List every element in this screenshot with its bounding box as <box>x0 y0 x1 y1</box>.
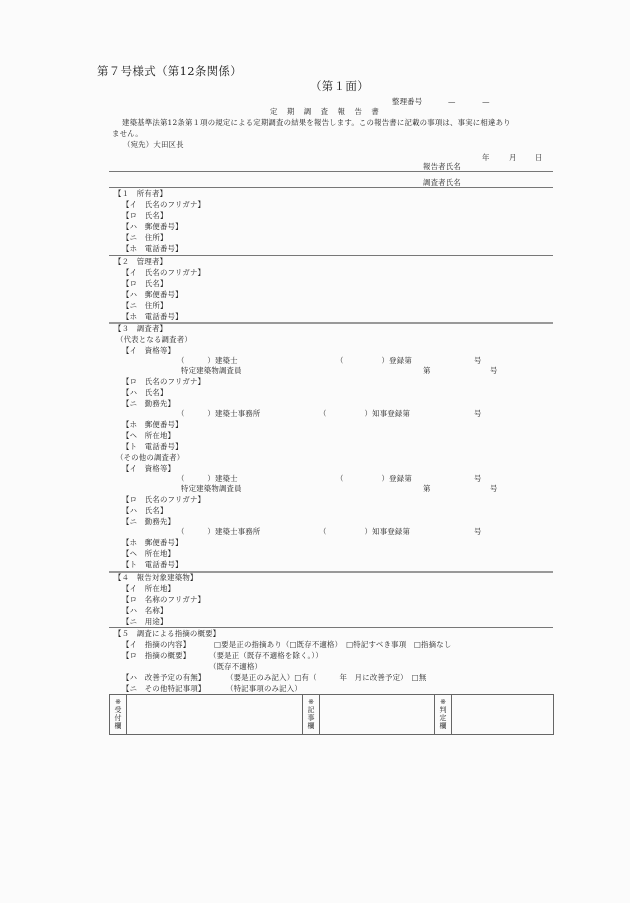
rep-furigana-field: 【ロ 氏名のフリガナ】 <box>122 377 206 386</box>
other-governor-registration: （ ）知事登録第 <box>319 527 411 536</box>
other-notes-label: 【ニ その他特記事項】 <box>122 684 206 693</box>
divider <box>109 187 553 188</box>
rep-name-field: 【ハ 氏名】 <box>122 388 168 397</box>
other-furigana-field: 【ロ 氏名のフリガナ】 <box>122 495 206 504</box>
rep-location-field: 【ヘ 所在地】 <box>122 431 176 440</box>
label-char: 欄 <box>307 722 315 730</box>
owner-postal-field: 【ハ 郵便番号】 <box>122 222 183 231</box>
note-mark: ※ <box>308 698 314 706</box>
building-use-field: 【ニ 用途】 <box>122 617 168 626</box>
label-char: 欄 <box>439 722 447 730</box>
building-name-field: 【ハ 名称】 <box>122 606 168 615</box>
label-char: 判 <box>439 706 447 714</box>
section-owner-heading: 【１ 所有者】 <box>114 189 168 198</box>
investigator-name-label: 調査者氏名 <box>423 178 461 187</box>
owner-name-field: 【ロ 氏名】 <box>122 211 168 220</box>
label-char: 記 <box>307 706 315 714</box>
owner-phone-field: 【ホ 電話番号】 <box>122 244 183 253</box>
manager-address-field: 【ニ 住所】 <box>122 301 168 310</box>
other-location-field: 【ヘ 所在地】 <box>122 549 176 558</box>
improvement-plan-options[interactable]: （要是正のみ記入）□有（ 年 月に改善予定） □無 <box>226 673 427 682</box>
representative-investigator-label: （代表となる調査者） <box>116 335 192 344</box>
manager-name-field: 【ロ 氏名】 <box>122 279 168 288</box>
other-special-inspector: 特定建築物調査員 <box>181 484 242 493</box>
other-phone-field: 【ト 電話番号】 <box>122 560 183 569</box>
rep-qualification-field: 【イ 資格等】 <box>122 346 176 355</box>
rep-inspector-go: 号 <box>490 366 498 375</box>
other-registration: （ ）登録第 <box>336 474 412 483</box>
other-qualification-field: 【イ 資格等】 <box>122 464 176 473</box>
findings-summary-label: 【ロ 指摘の概要】 <box>122 651 191 660</box>
reception-column-label <box>110 695 127 734</box>
notes-column-label <box>303 695 320 734</box>
divider <box>109 627 553 628</box>
other-inspector-dai: 第 <box>423 484 431 493</box>
ref-number-value[interactable]: — — <box>448 97 494 106</box>
date-day-label: 日 <box>535 153 543 162</box>
document-title: 定期調査報告書 <box>270 107 389 116</box>
building-furigana-field: 【ロ 名称のフリガナ】 <box>122 595 206 604</box>
rep-special-inspector: 特定建築物調査員 <box>181 366 242 375</box>
section-manager-heading: 【２ 管理者】 <box>114 257 168 266</box>
page-label: （第１面） <box>310 79 369 93</box>
label-char: 受 <box>114 706 122 714</box>
other-registration-go: 号 <box>474 474 482 483</box>
rep-architect-class: （ ）建築士 <box>177 356 238 365</box>
other-workplace-field: 【ニ 勤務先】 <box>122 517 176 526</box>
other-name-field: 【ハ 氏名】 <box>122 506 168 515</box>
divider <box>109 255 553 256</box>
rep-phone-field: 【ト 電話番号】 <box>122 442 183 451</box>
other-investigator-label: （その他の調査者） <box>116 453 185 462</box>
rep-governor-go: 号 <box>474 409 482 418</box>
rep-governor-registration: （ ）知事登録第 <box>319 409 411 418</box>
label-char: 欄 <box>114 722 122 730</box>
divider <box>109 322 553 324</box>
label-char: 付 <box>114 714 122 722</box>
section-findings-heading: 【５ 調査による指摘の概要】 <box>114 629 221 638</box>
note-mark: ※ <box>440 698 446 706</box>
findings-summary-line1: （要是正（既存不適格を除く。）） <box>209 651 323 660</box>
divider <box>109 171 553 172</box>
improvement-plan-label: 【ハ 改善予定の有無】 <box>122 673 206 682</box>
findings-content-label: 【イ 指摘の内容】 <box>122 640 191 649</box>
label-char: 事 <box>307 714 315 722</box>
owner-furigana-field: 【イ 氏名のフリガナ】 <box>122 200 206 209</box>
office-use-table <box>109 694 554 735</box>
manager-postal-field: 【ハ 郵便番号】 <box>122 290 183 299</box>
rep-office: （ ）建築士事務所 <box>177 409 261 418</box>
label-char: 定 <box>439 714 447 722</box>
manager-furigana-field: 【イ 氏名のフリガナ】 <box>122 268 206 277</box>
other-notes-value: （特記事項のみ記入） <box>226 684 302 693</box>
ref-number-label: 整理番号 <box>392 97 423 106</box>
building-location-field: 【イ 所在地】 <box>122 584 176 593</box>
other-office: （ ）建築士事務所 <box>177 527 261 536</box>
rep-registration-go: 号 <box>474 356 482 365</box>
manager-phone-field: 【ホ 電話番号】 <box>122 312 183 321</box>
addressee: （宛先）大田区長 <box>123 140 184 149</box>
date-year-label: 年 <box>482 153 490 162</box>
findings-content-options[interactable]: □要是正の指摘あり（□既存不適格） □特記すべき事項 □指摘なし <box>214 640 452 649</box>
rep-postal-field: 【ホ 郵便番号】 <box>122 420 183 429</box>
intro-text-line2: ません。 <box>112 129 143 138</box>
reporter-name-label: 報告者氏名 <box>423 162 461 171</box>
section-investigator-heading: 【３ 調査者】 <box>114 324 168 333</box>
note-mark: ※ <box>115 698 121 706</box>
other-architect-class: （ ）建築士 <box>177 474 238 483</box>
rep-registration: （ ）登録第 <box>336 356 412 365</box>
owner-address-field: 【ニ 住所】 <box>122 233 168 242</box>
rep-inspector-dai: 第 <box>423 366 431 375</box>
form-number: 第７号様式（第12条関係） <box>97 64 243 78</box>
date-month-label: 月 <box>509 153 517 162</box>
other-inspector-go: 号 <box>490 484 498 493</box>
judgment-column-label <box>435 695 452 734</box>
other-governor-go: 号 <box>474 527 482 536</box>
intro-text-line1: 建築基準法第12条第１項の規定による定期調査の結果を報告します。この報告書に記載の事項は、事実に相違あり <box>122 118 511 127</box>
section-building-heading: 【４ 報告対象建築物】 <box>114 573 198 582</box>
other-postal-field: 【ホ 郵便番号】 <box>122 538 183 547</box>
rep-workplace-field: 【ニ 勤務先】 <box>122 399 176 408</box>
findings-summary-line2: （既存不適格） <box>209 662 263 671</box>
